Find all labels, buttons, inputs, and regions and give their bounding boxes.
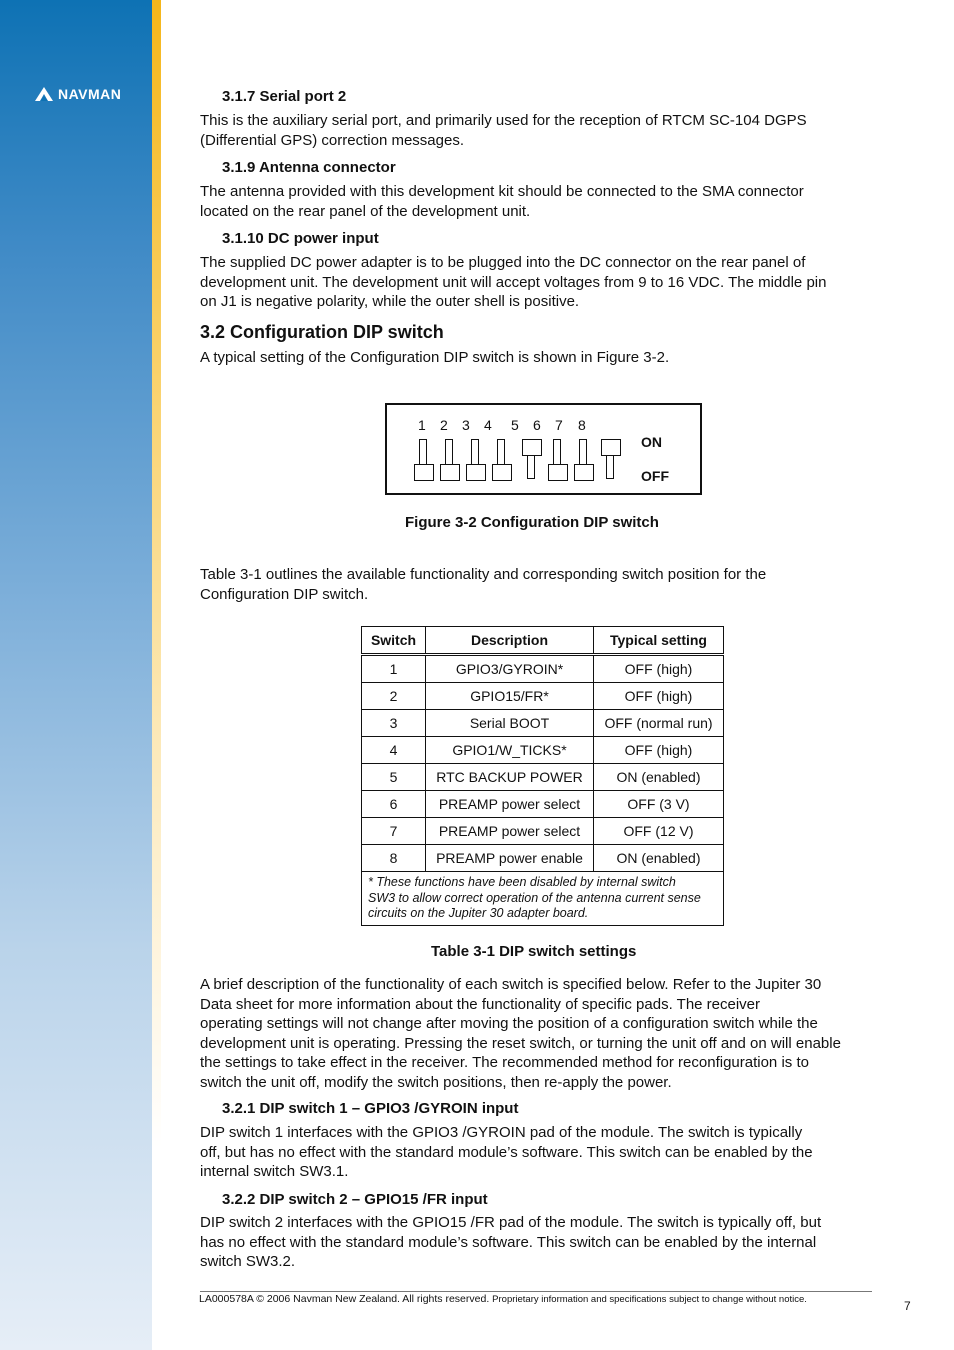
cell-description: GPIO15/FR* xyxy=(426,683,594,710)
switch-knob-off xyxy=(548,464,568,481)
antenna-connector-text xyxy=(200,182,890,221)
switch-knob-off xyxy=(414,464,434,481)
text-line: The supplied DC power adapter is to be plugged into the DC connector on the rear panel of xyxy=(200,254,806,271)
switch-knob-off xyxy=(492,464,512,481)
footer xyxy=(199,1293,807,1305)
text-line: (Differential GPS) correction messages. xyxy=(200,131,464,149)
dip-settings-table xyxy=(361,626,724,926)
brand-name: NAVMAN xyxy=(58,86,122,102)
dip-switch-1 xyxy=(414,439,434,483)
text-line: has no effect with the standard module’s software. This switch can be enabled by the internal xyxy=(200,1233,817,1251)
dip-switch-6 xyxy=(548,439,568,483)
text-line: circuits on the Jupiter 30 adapter board. xyxy=(368,906,589,920)
switch-knob-off xyxy=(440,464,460,481)
cell-setting: OFF (high) xyxy=(594,655,724,683)
dip-switch-3 xyxy=(466,439,486,483)
switch-number-5: 5 xyxy=(511,417,519,433)
text-line: The antenna provided with this development kit should be connected to the SMA connector xyxy=(200,183,804,200)
serial-port-2-text xyxy=(200,111,890,150)
cell-description: RTC BACKUP POWER xyxy=(426,764,594,791)
header-typical-setting: Typical setting xyxy=(594,627,724,655)
text-line: DIP switch 2 interfaces with the GPIO15 /FR pad of the module. The switch is typically off, but xyxy=(200,1214,822,1231)
switch-knob-off xyxy=(466,464,486,481)
cell-setting: OFF (high) xyxy=(594,737,724,764)
dip-switch-4 xyxy=(492,439,512,483)
cell-description: PREAMP power select xyxy=(426,791,594,818)
text-line: DIP switch 1 interfaces with the GPIO3 /GYROIN pad of the module. The switch is typically xyxy=(200,1124,803,1141)
cell-switch: 7 xyxy=(362,818,426,845)
cell-switch: 8 xyxy=(362,845,426,872)
switch-knob-off xyxy=(574,464,594,481)
table-row xyxy=(362,655,724,683)
table-footnote xyxy=(362,872,724,926)
cell-setting: OFF (3 V) xyxy=(594,791,724,818)
page-number: 7 xyxy=(904,1299,911,1313)
header-switch: Switch xyxy=(362,627,426,655)
heading-dc-power-input: 3.1.10 DC power input xyxy=(222,230,379,247)
switch-description-text xyxy=(200,975,892,1092)
footer-divider xyxy=(200,1291,872,1292)
cell-description: PREAMP power enable xyxy=(426,845,594,872)
cell-description: GPIO3/GYROIN* xyxy=(426,655,594,683)
footer-copyright: LA000578A © 2006 Navman New Zealand. All rights reserved. xyxy=(199,1293,490,1305)
table-header-row xyxy=(362,627,724,655)
cell-description: Serial BOOT xyxy=(426,710,594,737)
cell-switch: 4 xyxy=(362,737,426,764)
dip-switch-7 xyxy=(574,439,594,483)
switch-knob-on xyxy=(601,439,621,456)
text-line: switch the unit off, modify the switch positions, then re-apply the power. xyxy=(200,1073,672,1091)
text-line: off, but has no effect with the standard module’s software. This switch can be enabled by the xyxy=(200,1143,813,1161)
table-row xyxy=(362,764,724,791)
cell-switch: 5 xyxy=(362,764,426,791)
cell-switch: 6 xyxy=(362,791,426,818)
switch-number-8: 8 xyxy=(578,417,586,433)
text-line: located on the rear panel of the development unit. xyxy=(200,202,531,220)
text-line: the settings to take effect in the receiver. The recommended method for reconfiguration is to xyxy=(200,1054,809,1071)
switch-number-1: 1 xyxy=(418,417,426,433)
cell-description: GPIO1/W_TICKS* xyxy=(426,737,594,764)
dip-switch-2 xyxy=(440,439,460,483)
table-row xyxy=(362,710,724,737)
dip-switch-2-text xyxy=(200,1213,890,1272)
heading-dip-switch-2: 3.2.2 DIP switch 2 – GPIO15 /FR input xyxy=(222,1191,488,1208)
text-line: A brief description of the functionality of each switch is specified below. Refer to the Jupiter 30 xyxy=(200,976,822,993)
cell-setting: OFF (high) xyxy=(594,683,724,710)
table-note-row xyxy=(362,872,724,926)
table-row xyxy=(362,818,724,845)
text-line: This is the auxiliary serial port, and primarily used for the reception of RTCM SC-104 DGPS xyxy=(200,112,807,129)
footer-notice: Proprietary information and specifications subject to change without notice. xyxy=(492,1294,807,1305)
text-line: Configuration DIP switch. xyxy=(200,585,369,603)
table-intro-text xyxy=(200,565,890,604)
cell-switch: 3 xyxy=(362,710,426,737)
table-caption: Table 3-1 DIP switch settings xyxy=(431,943,637,960)
dc-power-input-text xyxy=(200,253,890,312)
sidebar-accent-stripe xyxy=(152,0,161,1350)
header-description: Description xyxy=(426,627,594,655)
text-line: development unit. The development unit will accept voltages from 9 to 16 VDC. The middle pin xyxy=(200,273,827,291)
heading-serial-port-2: 3.1.7 Serial port 2 xyxy=(222,88,347,105)
switch-knob-on xyxy=(522,439,542,456)
heading-dip-switch-1: 3.2.1 DIP switch 1 – GPIO3 /GYROIN input xyxy=(222,1100,519,1117)
dip-switch-8 xyxy=(601,439,621,483)
cell-description: PREAMP power select xyxy=(426,818,594,845)
text-line: on J1 is negative polarity, while the outer shell is positive. xyxy=(200,293,580,310)
off-label: OFF xyxy=(641,468,669,484)
cell-setting: OFF (12 V) xyxy=(594,818,724,845)
switch-number-3: 3 xyxy=(462,417,470,433)
text-line: operating settings will not change after moving the position of a configuration switch while the xyxy=(200,1015,818,1032)
configuration-intro-text: A typical setting of the Configuration DIP switch is shown in Figure 3-2. xyxy=(200,349,670,366)
navman-logo xyxy=(34,86,121,102)
text-line: development unit is operating. Pressing the reset switch, or turning the unit off and on will enable xyxy=(200,1034,841,1052)
sidebar-band xyxy=(0,0,152,1350)
cell-switch: 1 xyxy=(362,655,426,683)
table-row xyxy=(362,737,724,764)
table-row xyxy=(362,683,724,710)
text-line: SW3 to allow correct operation of the antenna current sense xyxy=(368,890,701,905)
text-line: Data sheet for more information about the functionality of specific pads. The receiver xyxy=(200,995,761,1013)
dip-switch-5 xyxy=(522,439,542,483)
switch-number-7: 7 xyxy=(555,417,563,433)
cell-setting: ON (enabled) xyxy=(594,845,724,872)
heading-antenna-connector: 3.1.9 Antenna connector xyxy=(222,159,396,176)
dip-switch-figure xyxy=(385,403,702,495)
navman-logo-icon xyxy=(34,86,54,102)
switch-number-6: 6 xyxy=(533,417,541,433)
cell-switch: 2 xyxy=(362,683,426,710)
heading-configuration-dip-switch: 3.2 Configuration DIP switch xyxy=(200,322,444,342)
dip-switch-1-text xyxy=(200,1123,890,1182)
cell-setting: ON (enabled) xyxy=(594,764,724,791)
switch-number-4: 4 xyxy=(484,417,492,433)
text-line: * These functions have been disabled by internal switch xyxy=(368,875,676,889)
table-row xyxy=(362,845,724,872)
on-label: ON xyxy=(641,434,662,450)
table-row xyxy=(362,791,724,818)
text-line: internal switch SW3.1. xyxy=(200,1163,349,1180)
cell-setting: OFF (normal run) xyxy=(594,710,724,737)
figure-caption: Figure 3-2 Configuration DIP switch xyxy=(405,514,659,531)
text-line: Table 3-1 outlines the available functionality and corresponding switch position for the xyxy=(200,566,767,583)
switch-number-2: 2 xyxy=(440,417,448,433)
text-line: switch SW3.2. xyxy=(200,1253,296,1270)
